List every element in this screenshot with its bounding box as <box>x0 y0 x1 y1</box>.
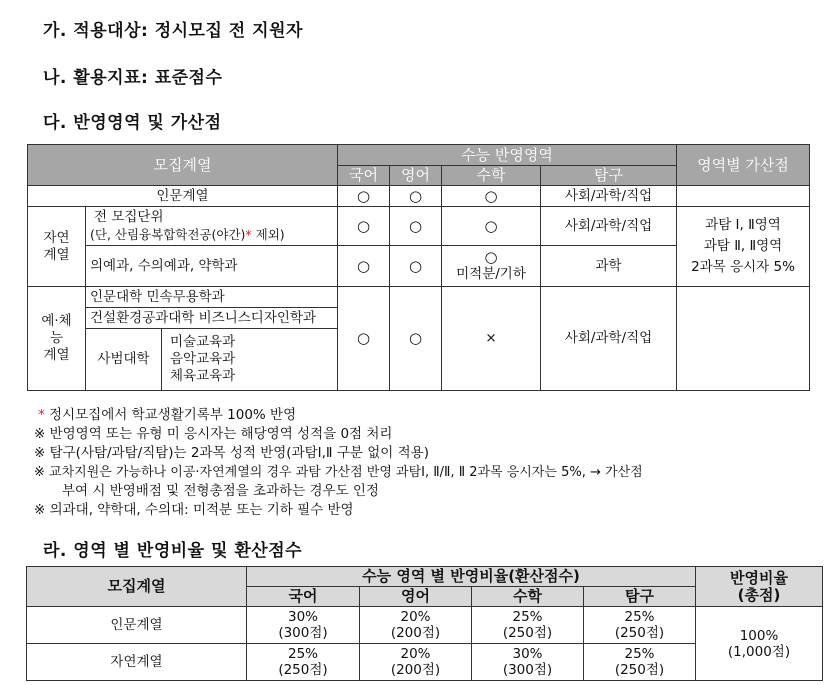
heading-target: 가. 적용대상: 정시모집 전 지원자 <box>43 21 303 41</box>
header-bonus: 영역별 가산점 <box>677 145 810 186</box>
header-english: 영어 <box>360 587 472 607</box>
row-label-line1: 전 모집단위 <box>94 209 164 225</box>
college-label: 사범대학 <box>86 329 162 391</box>
row-label: 인문계열 <box>28 186 338 207</box>
header-recruit: 모집계열 <box>27 567 247 607</box>
header-korean: 국어 <box>338 166 390 186</box>
cell-english: ○ <box>390 186 442 207</box>
group-arts: 예·체 능 계열 <box>28 287 86 391</box>
cell-pct: 20% <box>400 609 431 625</box>
dept-item: 체육교육과 <box>170 368 236 384</box>
note-4-cont: 부여 시 반영배점 및 전형총점을 초과하는 경우도 인정 <box>62 483 379 499</box>
cell-pct: 25% <box>512 609 543 625</box>
table-row <box>28 207 810 246</box>
cell-pts: (250점) <box>614 662 665 678</box>
header-math: 수학 <box>442 166 541 186</box>
cell-bonus <box>677 207 810 287</box>
cell-english: ○ <box>390 246 442 287</box>
cell-math: ○ <box>442 207 541 246</box>
bonus-line1: 과탐 Ⅰ, Ⅱ영역 <box>705 217 781 233</box>
cell-bonus-empty <box>677 186 810 207</box>
cell-inquiry <box>584 607 696 644</box>
header-csat: 수능 반영영역 <box>338 145 677 166</box>
math-mark: ○ <box>484 248 498 266</box>
ratio-table <box>26 566 823 681</box>
cell-bonus-empty <box>677 287 810 391</box>
cell-pct: 25% <box>624 609 655 625</box>
row-label: 인문대학 민속무용학과 <box>86 287 338 308</box>
cell-korean: ○ <box>338 186 390 207</box>
header-inquiry: 탐구 <box>541 166 677 186</box>
dept-item: 미술교육과 <box>170 334 236 350</box>
row-label-line2a: (단, 산림융복합학전공(야간) <box>90 227 246 242</box>
cell-total <box>696 607 823 681</box>
cell-korean: ○ <box>338 207 390 246</box>
csat-subjects-table <box>27 144 810 391</box>
cell-korean <box>247 644 360 681</box>
cell-inquiry: 사회/과학/직업 <box>541 207 677 246</box>
cell-pts: (300점) <box>502 662 553 678</box>
notes <box>34 406 834 520</box>
cell-math: ○ <box>442 186 541 207</box>
cell-korean: ○ <box>338 246 390 287</box>
table-row <box>28 287 810 308</box>
bonus-line3: 2과목 응시자 5% <box>691 259 795 275</box>
cell-math: × <box>442 287 541 391</box>
row-label: 의예과, 수의예과, 약학과 <box>86 246 338 287</box>
note-3: ※ 탐구(사탐/과탐/직탐)는 2과목 성적 반영(과탐Ⅰ,Ⅱ 구분 없이 적용) <box>34 445 429 461</box>
bonus-line2: 과탐 Ⅱ, Ⅱ영역 <box>703 238 783 254</box>
cell-pct: 20% <box>400 646 431 662</box>
row-label <box>86 207 338 246</box>
star-mark: * <box>245 227 252 242</box>
cell-math <box>472 644 584 681</box>
cell-pts: (250점) <box>614 625 665 641</box>
table-row <box>27 607 823 644</box>
note-2: ※ 반영영역 또는 유형 미 응시자는 해당영역 성적을 0점 처리 <box>34 426 393 442</box>
header-total-line2: (총점) <box>737 585 781 604</box>
row-label: 자연계열 <box>27 644 247 681</box>
table-row <box>28 186 810 207</box>
dept-list <box>162 329 338 391</box>
dept-item: 음악교육과 <box>170 351 236 367</box>
cell-inquiry: 사회/과학/직업 <box>541 186 677 207</box>
heading-ratio: 라. 영역 별 반영비율 및 환산점수 <box>43 541 303 561</box>
header-ratio: 수능 영역 별 반영비율(환산점수) <box>247 567 696 587</box>
header-recruit: 모집계열 <box>28 145 338 186</box>
cell-english <box>360 607 472 644</box>
heading-indicator: 나. 활용지표: 표준점수 <box>43 68 223 88</box>
heading-subjects-bonus: 다. 반영영역 및 가산점 <box>43 113 222 133</box>
note-4: ※ 교차지원은 가능하나 이공·자연계열의 경우 과탐 가산점 반영 과탐Ⅰ, Ⅱ/Ⅱ, Ⅱ 2과목 응시자는 5%, → 가산점 <box>34 465 643 480</box>
row-label: 건설환경공과대학 비즈니스디자인학과 <box>86 308 338 329</box>
cell-english <box>360 644 472 681</box>
cell-pct: 25% <box>624 646 655 662</box>
cell-math <box>472 607 584 644</box>
cell-pct: 30% <box>512 646 543 662</box>
header-total <box>696 567 823 607</box>
cell-pts: (250점) <box>502 625 553 641</box>
cell-english: ○ <box>390 287 442 391</box>
cell-inquiry <box>584 644 696 681</box>
row-label: 인문계열 <box>27 607 247 644</box>
header-math: 수학 <box>472 587 584 607</box>
header-inquiry: 탐구 <box>584 587 696 607</box>
header-total-line1: 반영비율 <box>730 568 788 587</box>
note-1 <box>34 406 834 425</box>
total-pct: 100% <box>739 627 779 644</box>
cell-korean: ○ <box>338 287 390 391</box>
cell-pct: 30% <box>287 609 318 625</box>
cell-pts: (250점) <box>278 662 328 678</box>
header-english: 영어 <box>390 166 442 186</box>
cell-inquiry: 사회/과학/직업 <box>541 287 677 391</box>
cell-pts: (200점) <box>390 662 441 678</box>
cell-pct: 25% <box>287 646 318 662</box>
header-korean: 국어 <box>247 587 360 607</box>
cell-pts: (300점) <box>278 625 328 641</box>
cell-inquiry: 과학 <box>541 246 677 287</box>
cell-pts: (200점) <box>390 625 441 641</box>
row-label-line2 <box>90 226 337 243</box>
star-mark: * <box>38 407 45 423</box>
cell-math <box>442 246 541 287</box>
note-5: ※ 의과대, 약학대, 수의대: 미적분 또는 기하 필수 반영 <box>34 502 354 518</box>
row-label-line2b: 제외) <box>251 227 285 242</box>
group-natural: 자연 계열 <box>28 207 86 287</box>
total-pts: (1,000점) <box>727 643 791 660</box>
note-text: 정시모집에서 학교생활기록부 100% 반영 <box>44 407 297 423</box>
cell-english: ○ <box>390 207 442 246</box>
math-note: 미적분/기하 <box>456 266 526 282</box>
cell-korean <box>247 607 360 644</box>
